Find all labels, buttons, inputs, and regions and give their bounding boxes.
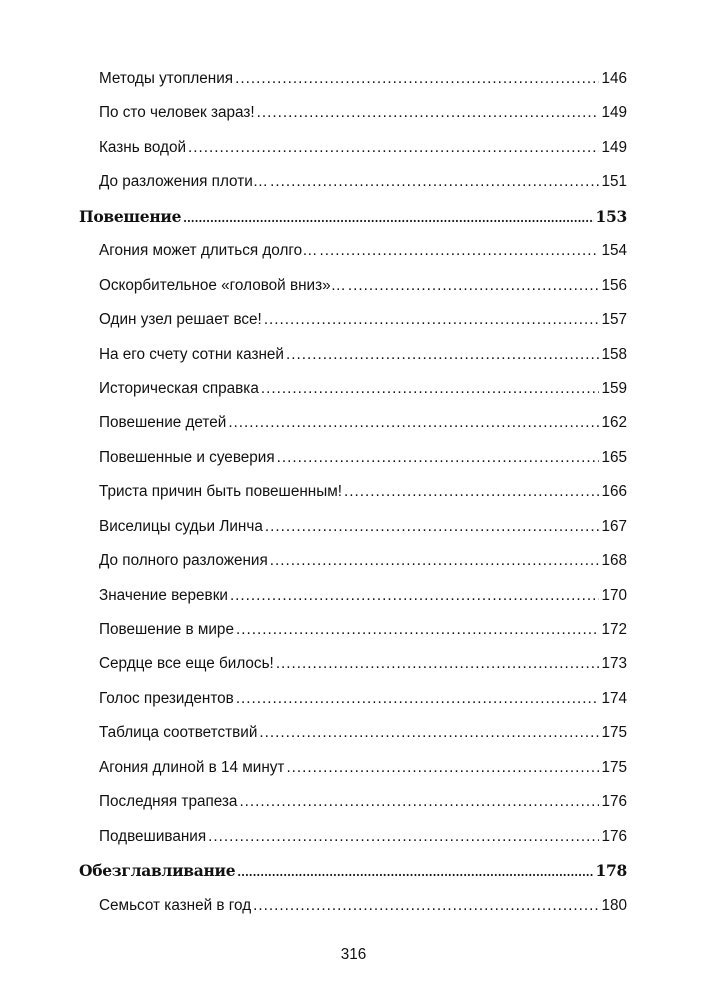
toc-entry-title: Таблица соответствий <box>99 724 258 742</box>
toc-entry <box>79 716 627 750</box>
toc-entry <box>79 510 627 544</box>
toc-entry-title: До разложения плоти… <box>99 173 269 191</box>
toc-entry-page: 153 <box>595 206 627 226</box>
toc-entry-page: 175 <box>601 758 627 776</box>
toc-entry <box>79 62 627 96</box>
toc-entry <box>79 131 627 165</box>
dot-leader <box>265 510 600 544</box>
dot-leader <box>319 234 599 268</box>
toc-entry-page: 146 <box>601 70 627 87</box>
toc-entry <box>79 338 627 372</box>
toc-entry-title: Сердце все еще билось! <box>99 655 274 673</box>
dot-leader <box>261 372 600 406</box>
toc-entry-title: Повешенные и суеверия <box>99 448 275 466</box>
toc-entry-title: Агония длиной в 14 минут <box>99 758 285 776</box>
dot-leader <box>286 751 599 785</box>
toc-entry-title: На его счету сотни казней <box>99 345 284 363</box>
toc-entry-page: 168 <box>601 552 627 570</box>
dot-leader <box>270 544 600 578</box>
toc-entry <box>79 165 627 199</box>
toc-entry-page: 167 <box>601 517 627 535</box>
dot-leader <box>183 200 593 236</box>
toc-entry-page: 154 <box>601 242 627 260</box>
toc-entry-title: До полного разложения <box>99 552 268 570</box>
toc-entry-page: 159 <box>601 379 627 397</box>
toc-entry <box>79 682 627 716</box>
toc-entry-title: Методы утопления <box>99 70 234 87</box>
toc-entry-page: 173 <box>601 655 627 673</box>
dot-leader <box>286 338 600 372</box>
toc-entry-title: Виселицы судьи Линча <box>99 517 263 535</box>
toc-entry <box>79 647 627 681</box>
toc-entry-title: Семьсот казней в год <box>99 896 252 914</box>
toc-entry <box>79 406 627 440</box>
dot-leader <box>253 889 599 923</box>
toc-entry-title: Оскорбительное «головой вниз»… <box>99 276 346 294</box>
toc-entry-title: Обезглавливание <box>79 861 236 881</box>
dot-leader <box>236 682 600 716</box>
toc-entry-page: 172 <box>601 621 627 638</box>
toc-entry <box>79 613 627 647</box>
dot-leader <box>208 820 599 854</box>
toc-entry-title: Казнь водой <box>99 138 187 156</box>
toc-entry-page: 162 <box>601 414 627 432</box>
toc-entry-title: Агония может длиться долго… <box>99 242 318 260</box>
toc-chapter-entry <box>79 854 627 888</box>
toc-entry-page: 158 <box>601 345 627 363</box>
dot-leader <box>228 406 599 440</box>
toc-entry <box>79 820 627 854</box>
dot-leader <box>257 96 600 130</box>
toc-entry-page: 170 <box>601 586 627 604</box>
toc-entry-title: Повешение детей <box>99 414 227 432</box>
toc-entry-title: По сто человек зараз! <box>99 104 255 122</box>
toc-entry-title: Значение веревки <box>99 586 228 604</box>
toc-entry-title: Один узел решает все! <box>99 311 262 329</box>
dot-leader <box>344 475 599 509</box>
toc-entry <box>79 441 627 475</box>
toc-entry-page: 166 <box>601 483 627 501</box>
page-number: 316 <box>340 946 367 963</box>
toc-entry-title: Триста причин быть повешенным! <box>99 483 342 501</box>
toc-entry <box>79 579 627 613</box>
toc-entry-page: 180 <box>601 896 627 914</box>
toc-entry-page: 178 <box>595 861 627 881</box>
toc-entry-title: Повешение <box>79 206 182 226</box>
dot-leader <box>264 303 600 337</box>
dot-leader <box>236 613 600 647</box>
toc-entry <box>79 269 627 303</box>
dot-leader <box>276 647 600 681</box>
dot-leader <box>270 165 599 199</box>
dot-leader <box>348 269 600 303</box>
toc-entry-page: 176 <box>601 827 627 845</box>
toc-entry <box>79 889 627 923</box>
dot-leader <box>259 716 599 750</box>
toc-entry <box>79 96 627 130</box>
toc-entry <box>79 751 627 785</box>
toc-entry-page: 165 <box>601 448 627 466</box>
toc-entry-title: Повешение в мире <box>99 621 234 638</box>
toc-entry-title: Голос президентов <box>99 689 234 707</box>
dot-leader <box>277 441 600 475</box>
toc-entry-page: 175 <box>601 724 627 742</box>
toc-entry-page: 149 <box>601 104 627 122</box>
toc-entry-page: 151 <box>601 173 627 191</box>
toc-entry-title: Историческая справка <box>99 379 259 397</box>
toc-entry-page: 156 <box>601 276 627 294</box>
toc-entry <box>79 234 627 268</box>
dot-leader <box>230 579 600 613</box>
dot-leader <box>188 131 599 165</box>
toc-entry-title: Подвешивания <box>99 827 207 845</box>
dot-leader <box>239 785 599 819</box>
toc-entry-page: 149 <box>601 138 627 156</box>
toc-entry <box>79 785 627 819</box>
table-of-contents <box>79 62 627 923</box>
toc-entry-page: 174 <box>601 689 627 707</box>
toc-entry <box>79 372 627 406</box>
toc-entry <box>79 303 627 337</box>
dot-leader <box>237 854 593 890</box>
toc-entry-page: 157 <box>601 311 627 329</box>
dot-leader <box>235 62 599 96</box>
toc-entry <box>79 544 627 578</box>
toc-entry <box>79 475 627 509</box>
toc-chapter-entry <box>79 200 627 234</box>
toc-entry-page: 176 <box>601 793 627 811</box>
toc-entry-title: Последняя трапеза <box>99 793 238 811</box>
